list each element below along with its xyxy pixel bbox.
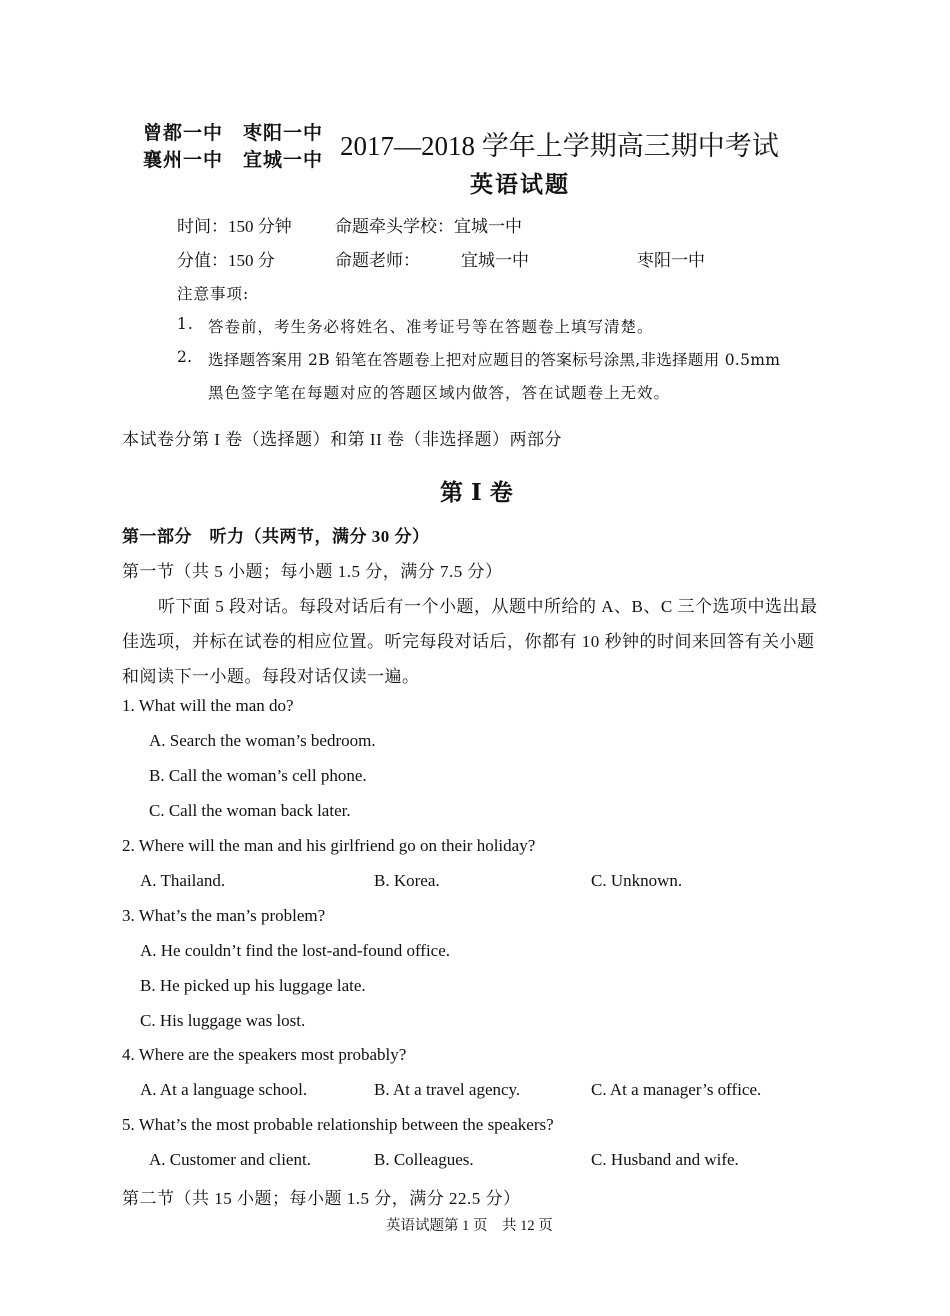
volume-title: 第 I 卷 [440,479,513,506]
instructions-line2: 佳选项，并标在试卷的相应位置。听完每段对话后，你都有 10 秒钟的时间来回答有关小题 [122,632,815,651]
note-1-number: 1. [177,315,194,333]
exam-score: 分值：150 分 [177,251,275,270]
question-5-option-b: B. Colleagues. [374,1150,474,1169]
question-1-stem: 1. What will the man do? [122,696,294,715]
school-names-line2: 襄州一中 宜城一中 [143,149,324,171]
paper-intro: 本试卷分第 I 卷（选择题）和第 II 卷（非选择题）两部分 [122,430,562,449]
question-3-option-b: B. He picked up his luggage late. [140,976,366,995]
lead-school: 命题牵头学校：宜城一中 [335,217,522,236]
question-2-option-b: B. Korea. [374,871,440,890]
school-names-line1: 曾都一中 枣阳一中 [143,122,324,144]
teacher-school-2: 枣阳一中 [637,251,705,270]
exam-time: 时间：150 分钟 [177,217,292,236]
question-4-option-c: C. At a manager’s office. [591,1080,762,1099]
question-5-stem: 5. What’s the most probable relationship between the speakers? [122,1115,554,1134]
question-4-stem: 4. Where are the speakers most probably? [122,1045,407,1064]
question-2-stem: 2. Where will the man and his girlfriend go on their holiday? [122,836,536,855]
question-5-option-c: C. Husband and wife. [591,1150,739,1169]
question-3-option-c: C. His luggage was lost. [140,1011,306,1030]
part1-heading: 第一部分 听力（共两节，满分 30 分） [122,527,430,546]
teacher-school-1: 宜城一中 [461,251,529,270]
question-3-stem: 3. What’s the man’s problem? [122,906,326,925]
exam-subtitle: 英语试题 [470,171,570,198]
exam-title: 2017—2018 学年上学期高三期中考试 [340,131,779,161]
page-footer: 英语试题第 1 页 共 12 页 [386,1218,553,1234]
question-3-option-a: A. He couldn’t find the lost-and-found office. [140,941,451,960]
instructions-line1: 听下面 5 段对话。每段对话后有一个小题，从题中所给的 A、B、C 三个选项中选出最 [158,597,818,616]
notes-heading: 注意事项: [177,285,250,303]
section1-heading: 第一节（共 5 小题；每小题 1.5 分，满分 7.5 分） [122,562,503,581]
section2-heading: 第二节（共 15 小题；每小题 1.5 分，满分 22.5 分） [122,1189,521,1208]
note-1-text: 答卷前，考生务必将姓名、准考证号等在答题卷上填写清楚。 [208,318,654,336]
note-2-text-line1: 选择题答案用 2B 铅笔在答题卷上把对应题目的答案标号涂黑,非选择题用 0.5mm [208,351,781,369]
question-4-option-b: B. At a travel agency. [374,1080,521,1099]
note-2-number: 2. [177,348,193,366]
question-1-option-c: C. Call the woman back later. [149,801,351,820]
question-1-option-a: A. Search the woman’s bedroom. [149,731,376,750]
question-2-option-c: C. Unknown. [591,871,683,890]
instructions-line3: 和阅读下一小题。每段对话仅读一遍。 [122,667,420,686]
note-2-text-line2: 黑色签字笔在每题对应的答题区域内做答，答在试题卷上无效。 [208,384,671,402]
question-2-option-a: A. Thailand. [140,871,226,890]
question-4-option-a: A. At a language school. [140,1080,308,1099]
teachers-label: 命题老师： [335,251,420,270]
question-5-option-a: A. Customer and client. [149,1150,311,1169]
question-1-option-b: B. Call the woman’s cell phone. [149,766,367,785]
